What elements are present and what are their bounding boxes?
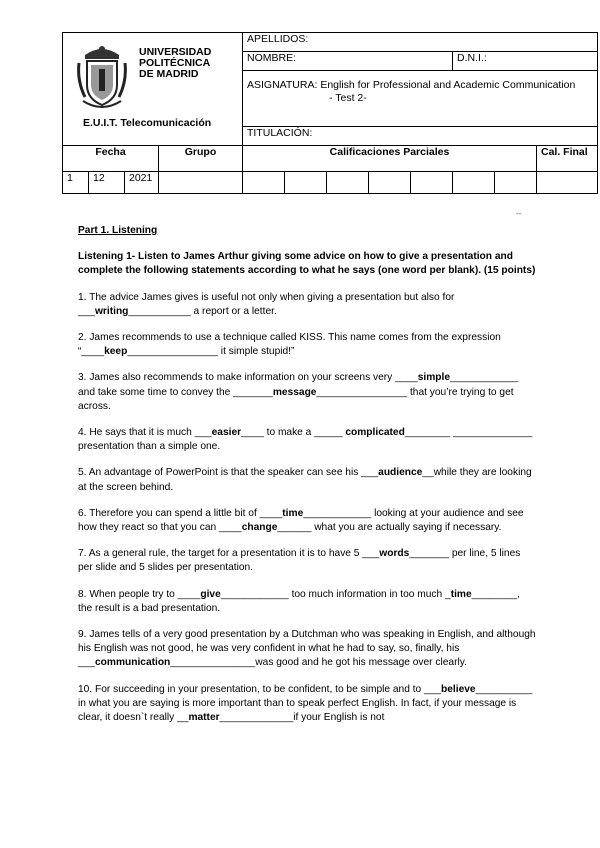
q6-text-end: what you are actually saying if necessary. bbox=[311, 522, 502, 534]
q2-text-end: it simple stupid!” bbox=[217, 346, 295, 358]
q10-answer-2[interactable]: matter bbox=[188, 712, 220, 724]
grade-cell-7[interactable] bbox=[495, 172, 537, 194]
question-4 bbox=[78, 426, 536, 454]
q8-text-mid: too much information in too much bbox=[288, 588, 446, 600]
q7-answer[interactable]: words bbox=[379, 548, 410, 560]
q10-text: 10. For succeeding in your presentation, to be confident, to be simple and to bbox=[78, 683, 425, 695]
university-name bbox=[139, 47, 211, 80]
fecha-header: Fecha bbox=[63, 146, 159, 172]
q8-text: 8. When people try to bbox=[78, 588, 178, 600]
q8-blank-pre-2: _ bbox=[445, 588, 451, 600]
university-line-2: POLITÉCNICA bbox=[139, 57, 211, 69]
q7-text: 7. As a general rule, the target for a presentation it is to have 5 bbox=[78, 548, 363, 560]
titulacion-field[interactable]: TITULACIÓN: bbox=[243, 127, 598, 146]
q6-text-mid: looking at your audience and see how they react so that you can bbox=[78, 507, 524, 534]
q3-text: 3. James also recommends to make information on your screens very bbox=[78, 372, 396, 384]
q8-blank-post: ____________ bbox=[220, 588, 289, 600]
q9-blank-pre: ___ bbox=[78, 657, 95, 669]
q5-answer[interactable]: audience bbox=[378, 467, 423, 479]
question-10 bbox=[78, 683, 536, 726]
dni-field[interactable]: D.N.I.: bbox=[453, 52, 598, 71]
grade-cell-2[interactable] bbox=[285, 172, 327, 194]
q3-answer-1[interactable]: simple bbox=[417, 372, 451, 384]
test-label: - Test 2- bbox=[329, 92, 367, 104]
q1-answer[interactable]: writing bbox=[95, 305, 129, 317]
question-5 bbox=[78, 466, 536, 494]
q4-blank-post: ____ bbox=[241, 427, 264, 439]
header-table bbox=[62, 32, 598, 194]
q6-blank-post-2: ______ bbox=[277, 522, 312, 534]
university-crest-icon bbox=[75, 41, 129, 113]
q6-blank-post: ____________ bbox=[303, 507, 372, 519]
question-2 bbox=[78, 331, 536, 359]
grade-cell-6[interactable] bbox=[453, 172, 495, 194]
q5-blank-post: __ bbox=[422, 467, 434, 479]
date-year: 2021 bbox=[125, 172, 159, 194]
date-day: 1 bbox=[63, 172, 89, 194]
apellidos-field[interactable]: APELLIDOS: bbox=[243, 33, 598, 52]
q9-answer[interactable]: communication bbox=[95, 657, 171, 669]
q1-blank-pre: ___ bbox=[78, 305, 95, 317]
calificaciones-header: Calificaciones Parciales bbox=[243, 146, 537, 172]
q8-answer-1[interactable]: give bbox=[200, 588, 221, 600]
q4-blank-pre: ___ bbox=[194, 427, 212, 439]
question-9 bbox=[78, 628, 536, 671]
q3-text-end: that you’re trying to get across. bbox=[78, 386, 514, 412]
question-3 bbox=[78, 371, 536, 414]
q8-answer-2[interactable]: time bbox=[450, 588, 472, 600]
grupo-cell[interactable] bbox=[159, 172, 243, 194]
q4-blank-post-2: ________ bbox=[404, 427, 451, 439]
question-6 bbox=[78, 507, 536, 535]
nombre-field[interactable]: NOMBRE: bbox=[243, 52, 453, 71]
q1-text-end: a report or a letter. bbox=[190, 305, 277, 317]
q3-blank-pre-2: _______ bbox=[233, 386, 273, 398]
q5-text: 5. An advantage of PowerPoint is that the speaker can see his bbox=[78, 467, 362, 479]
question-8 bbox=[78, 588, 536, 616]
q9-text: 9. James tells of a very good presentation by a Dutchman who was speaking in English, and although his English was not good, he was very confident in what he had to say, so, finally, his bbox=[78, 629, 536, 655]
q1-text: 1. The advice James gives is useful not only when giving a presentation but also for bbox=[78, 291, 455, 303]
q8-text-end: , the result is a bad presentation. bbox=[78, 588, 520, 614]
university-line-3: DE MADRID bbox=[139, 68, 199, 80]
q10-blank-post-2: _____________ bbox=[219, 712, 294, 724]
school-name: E.U.I.T. Telecomunicación bbox=[83, 117, 212, 129]
q4-answer-2[interactable]: complicated bbox=[345, 427, 405, 439]
q3-blank-post-2: ________________ bbox=[316, 386, 408, 398]
q8-blank-pre: ____ bbox=[177, 588, 201, 600]
q2-answer[interactable]: keep bbox=[104, 346, 128, 358]
q7-blank-pre: ___ bbox=[362, 548, 380, 560]
asignatura-cell bbox=[243, 71, 598, 127]
q6-answer-2[interactable]: change bbox=[241, 522, 278, 534]
q2-text: 2. James recommends to use a technique called KISS. This name comes from the expression “ bbox=[78, 332, 501, 358]
grupo-header: Grupo bbox=[159, 146, 243, 172]
q10-text-mid: in what you are saying is more important than to speak perfect English. In fact, if your message is clear, it doesn`t really bbox=[78, 697, 517, 724]
grade-cell-3[interactable] bbox=[327, 172, 369, 194]
q8-blank-post-2: ________ bbox=[471, 588, 517, 600]
q4-blank-pre-2: _____ bbox=[314, 427, 346, 439]
q7-text-end: per line, 5 lines per slide and 5 slides per presentation. bbox=[78, 548, 521, 574]
q7-blank-post: _______ bbox=[409, 548, 449, 560]
q5-blank-pre: ___ bbox=[361, 467, 379, 479]
q3-blank-post: ____________ bbox=[450, 372, 519, 384]
q3-text-mid: and take some time to convey the bbox=[78, 386, 234, 398]
q10-blank-pre: ___ bbox=[424, 683, 442, 695]
question-7 bbox=[78, 547, 536, 575]
q2-blank-pre: ____ bbox=[81, 346, 105, 358]
q1-blank-post: ___________ bbox=[128, 305, 191, 317]
final-grade-cell[interactable] bbox=[537, 172, 598, 194]
q10-blank-pre-2: __ bbox=[177, 712, 189, 724]
question-1 bbox=[78, 291, 536, 319]
q6-blank-pre: ____ bbox=[259, 507, 283, 519]
q6-blank-pre-2: ____ bbox=[219, 522, 242, 534]
instructions: Listening 1- Listen to James Arthur giving some advice on how to give a presentation and complete the following statements according to what he says (one word per blank). (15 points) bbox=[78, 251, 536, 277]
q4-text-end: ______________ presentation than a simple one. bbox=[78, 427, 533, 453]
q10-text-end: if your English is not bbox=[293, 712, 385, 724]
q2-blank-post: ________________ bbox=[127, 346, 218, 358]
q9-text-end: ___was good and he got his message over clearly. bbox=[238, 657, 467, 669]
q10-blank-post: __________ bbox=[475, 683, 533, 695]
q6-text: 6. Therefore you can spend a little bit of bbox=[78, 507, 260, 519]
part-title: Part 1. Listening bbox=[78, 225, 158, 236]
q5-text-end: while they are looking at the screen behind. bbox=[78, 467, 532, 493]
q4-answer-1[interactable]: easier bbox=[211, 427, 242, 439]
grade-cell-1[interactable] bbox=[243, 172, 285, 194]
q6-answer-1[interactable]: time bbox=[282, 507, 304, 519]
university-cell bbox=[63, 33, 243, 146]
asignatura-label: ASIGNATURA: English for Professional and Academic Communication bbox=[247, 79, 576, 91]
corner-mark: -- bbox=[516, 209, 522, 218]
date-month: 12 bbox=[89, 172, 125, 194]
q3-answer-2[interactable]: message bbox=[272, 386, 317, 398]
university-line-1: UNIVERSIDAD bbox=[139, 46, 212, 58]
q10-answer-1[interactable]: believe bbox=[441, 683, 476, 695]
q4-text-mid: to make a bbox=[263, 427, 315, 439]
final-grade-header: Cal. Final bbox=[537, 146, 598, 172]
grade-cell-4[interactable] bbox=[369, 172, 411, 194]
grade-cell-5[interactable] bbox=[411, 172, 453, 194]
q4-text: 4. He says that it is much bbox=[78, 427, 195, 439]
q3-blank-pre: ____ bbox=[395, 372, 418, 384]
exam-body bbox=[78, 224, 536, 737]
q9-blank-post: ____________ bbox=[170, 657, 239, 669]
